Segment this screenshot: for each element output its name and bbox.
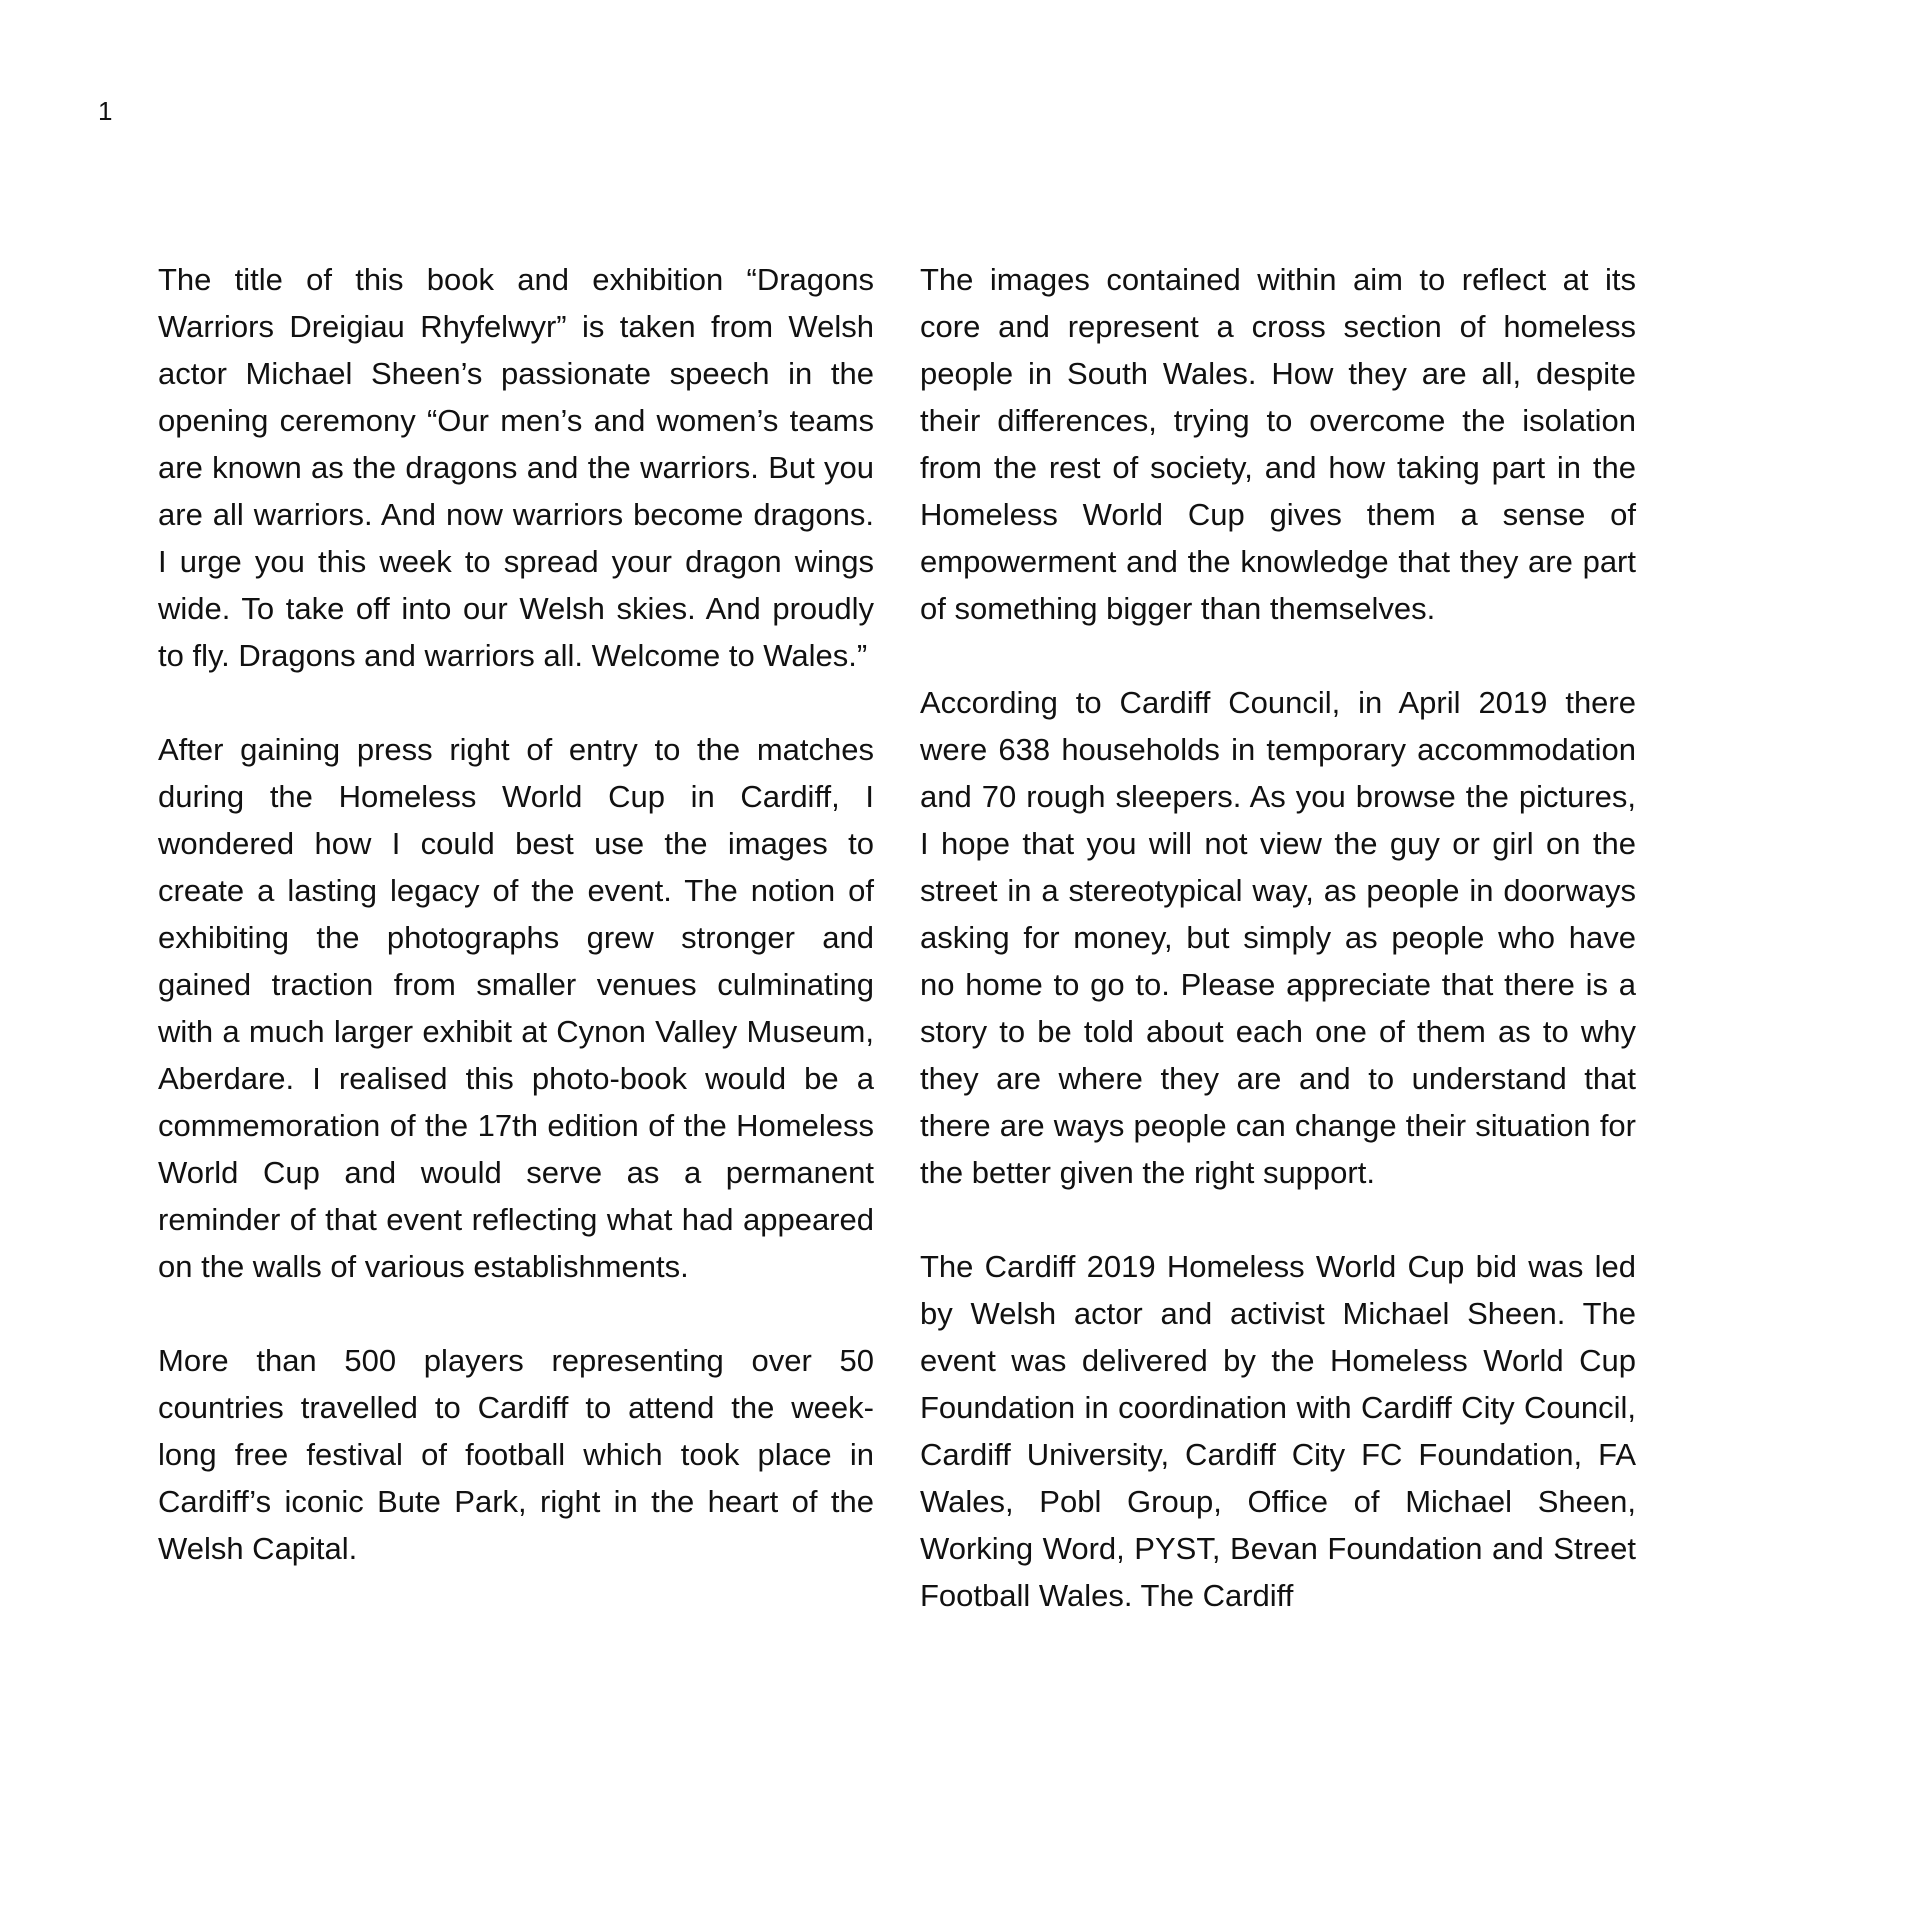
paragraph-cardiff-council-statistics: According to Cardiff Council, in April 2019 there were 638 households in temporary accommodation and 70 rough sleepers. As you browse the pictures, I hope that you will not view the guy or girl on the street in a stereotypical way, as people in doorways asking for money, but simply as people who have no home to go to. Please appreciate that there is a story to be told about each one of them as to why they are where they are and to understand that there are ways people can change their situation for the better given the right support. [920, 685, 1636, 1190]
paragraph-exhibition-history: After gaining press right of entry to the matches during the Homeless World Cup in Cardiff, I wondered how I could best use the images to create a lasting legacy of the event. The notion of exhibiting the photographs grew stronger and gained traction from smaller venues culminating with a much larger exhibit at Cynon Valley Museum, Aberdare. I realised this photo-book would be a commemoration of the 17th edition of the Homeless World Cup and would serve as a permanent reminder of that event reflecting what had appeared on the walls of various establishments. [158, 732, 874, 1284]
paragraph-bid-partners: The Cardiff 2019 Homeless World Cup bid was led by Welsh actor and activist Michael Sheen. The event was delivered by the Homeless World Cup Foundation in coordination with Cardiff City Council, Cardiff University, Cardiff City FC Foundation, FA Wales, Pobl Group, Office of Michael Sheen, Working Word, PYST, Bevan Foundation and Street Football Wales. The Cardiff [920, 1249, 1636, 1613]
paragraph-players-countries: More than 500 players representing over 50 countries travelled to Cardiff to attend the week-long free festival of football which took place in Cardiff’s iconic Bute Park, right in the heart of the Welsh Capital. [158, 1343, 874, 1566]
paragraph-book-title-origin: The title of this book and exhibition “Dragons Warriors Dreigiau Rhyfelwyr” is taken from Welsh actor Michael Sheen’s passionate speech in the opening ceremony “Our men’s and women’s teams are known as the dragons and the warriors. But you are all warriors. And now warriors become dragons. I urge you this week to spread your dragon wings wide. To take off into our Welsh skies. And proudly to fly. Dragons and warriors all. Welcome to Wales.” [158, 262, 874, 673]
left-text-column [158, 256, 874, 1619]
page-number: 1 [98, 96, 113, 126]
paragraph-images-purpose: The images contained within aim to reflect at its core and represent a cross section of homeless people in South Wales. How they are all, despite their differences, trying to overcome the isolation from the rest of society, and how taking part in the Homeless World Cup gives them a sense of empowerment and the knowledge that they are part of something bigger than themselves. [920, 262, 1636, 626]
right-text-column [920, 256, 1636, 1666]
